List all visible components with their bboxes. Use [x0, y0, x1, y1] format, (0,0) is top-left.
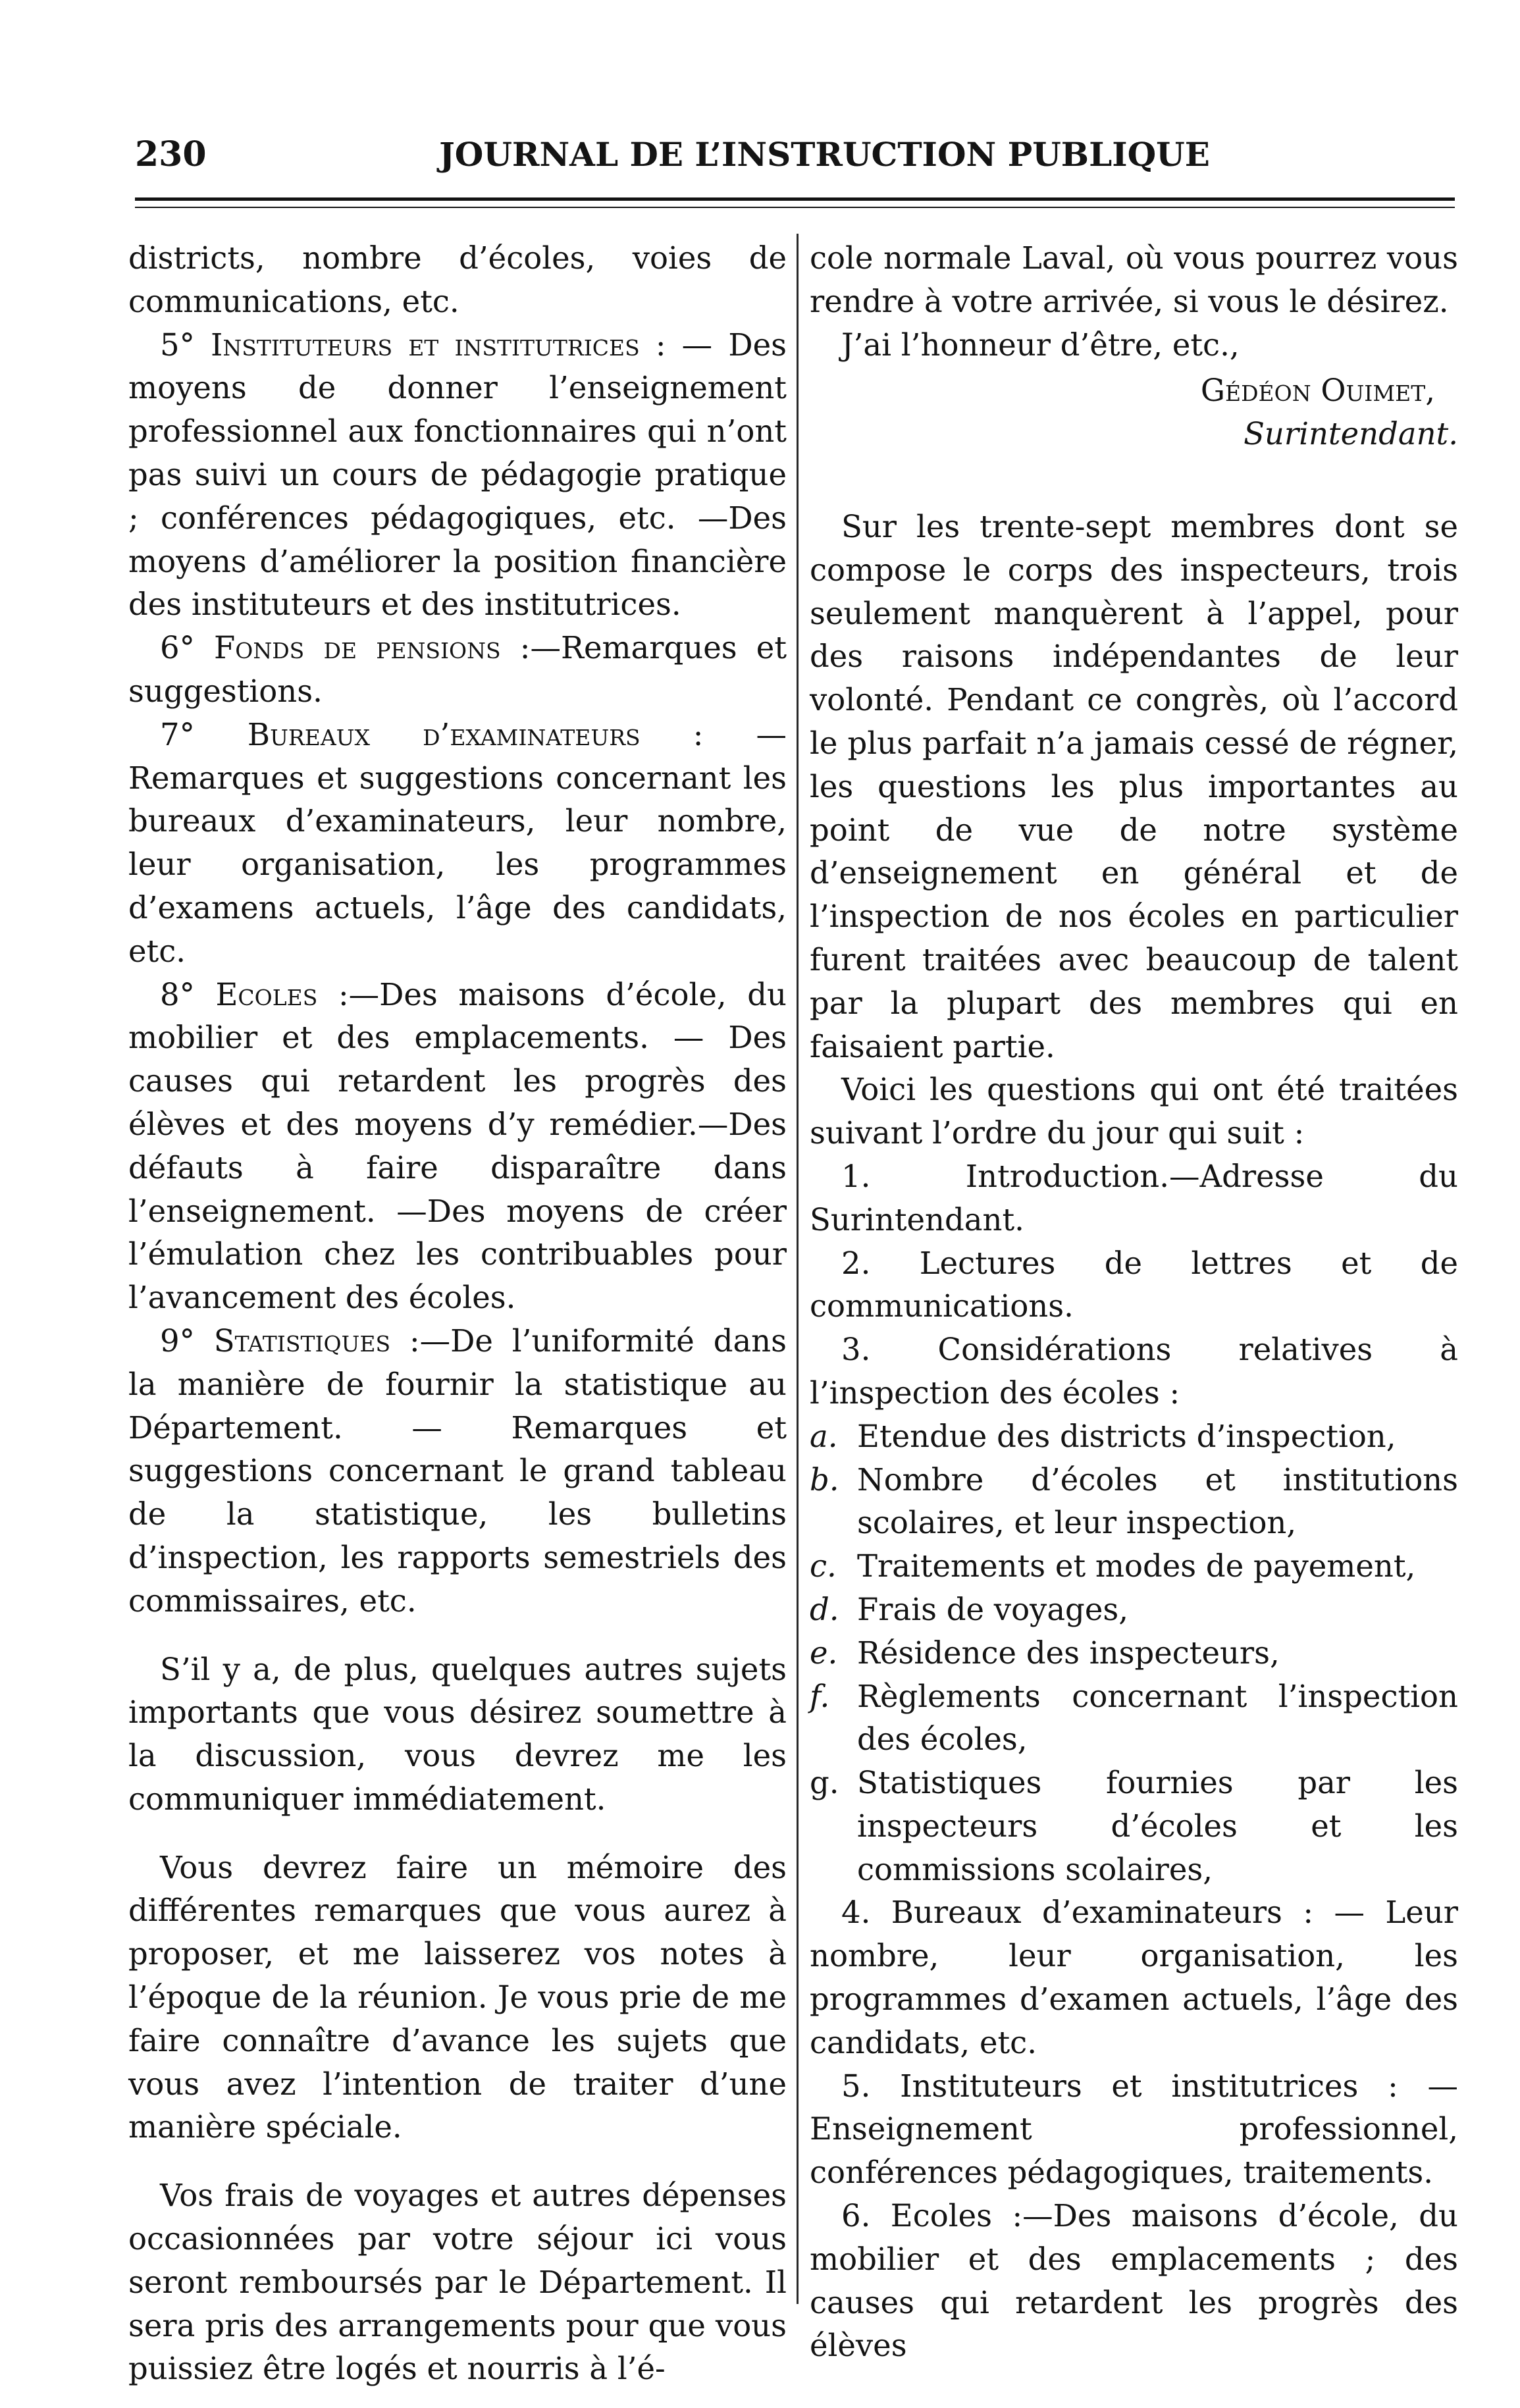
paragraph: [128, 627, 787, 714]
sub-item-text: Frais de voyages,: [857, 1591, 1128, 1627]
section-heading: 7° Bureaux d’examinateurs :: [160, 716, 704, 752]
left-column: [128, 237, 787, 2391]
agenda-item: 5. Instituteurs et institutrices : — Enseignement professionnel, conférences pédagogiques, traitements.: [810, 2068, 1458, 2191]
paragraph: [128, 1320, 787, 1623]
agenda-item: 6. Ecoles :—Des maisons d’école, du mobilier et des emplacements ; des causes qui retardent les progrès des élèves: [810, 2198, 1458, 2364]
section-text: — Des moyens de donner l’enseignement professionnel aux fonctionnaires qui n’ont pas suivi un cours de pédagogie pratique ; conférences pédagogiques, etc. —Des moyens d’améliorer la position financière des instituteurs et des institutrices.: [128, 327, 787, 623]
header-rule-thick: [135, 197, 1455, 201]
sub-item-label: f.: [810, 1678, 830, 1714]
closing-formula: J’ai l’honneur d’être, etc.,: [841, 327, 1240, 363]
sub-item-label: b.: [810, 1461, 839, 1498]
sub-item-label: d.: [810, 1591, 839, 1627]
section-text: —Remarques et suggestions.: [128, 630, 787, 709]
sub-item-text: Résidence des inspecteurs,: [857, 1635, 1280, 1671]
sub-item-text: Règlements concernant l’inspection des écoles,: [857, 1678, 1458, 1758]
page-header: [128, 128, 1442, 181]
signature-name: Gédéon Ouimet,: [1200, 373, 1435, 409]
sub-item-text: Traitements et modes de payement,: [857, 1548, 1416, 1584]
sub-item: [810, 1415, 1458, 1459]
section-text: —Des maisons d’école, du mobilier et des emplacements. — Des causes qui retardent les progrès des élèves et des moyens d’y remédier.—Des défauts à faire disparaître dans l’enseignement. —Des moyens de créer l’émulation chez les contribuables pour l’avancement des écoles.: [128, 976, 787, 1316]
sub-item-label: g.: [810, 1765, 839, 1801]
signature-title: Surintendant.: [1244, 416, 1458, 452]
section-text: — Remarques et suggestions concernant les bureaux d’examinateurs, leur nombre, leur organisation, les programmes d’examens actuels, l’âge des candidats, etc.: [128, 716, 787, 969]
sub-item: [810, 1588, 1458, 1632]
running-title: JOURNAL DE L’INSTRUCTION PUBLIQUE: [439, 135, 1210, 174]
agenda-item: 3. Considérations relatives à l’inspection des écoles :: [810, 1332, 1458, 1411]
sub-item-text: Etendue des districts d’inspection,: [857, 1418, 1396, 1454]
section-text: —De l’uniformité dans la manière de fournir la statistique au Département. — Remarques et suggestions concernant le grand tableau de la statistique, les bulletins d’inspection, les rapports semestriels des commissaires, etc.: [128, 1322, 787, 1619]
sub-item: [810, 1762, 1458, 1891]
paragraph: Voici les questions qui ont été traitées suivant l’ordre du jour qui suit :: [810, 1072, 1458, 1151]
paragraph: S’il y a, de plus, quelques autres sujets importants que vous désirez soumettre à la discussion, vous devrez me les communiquer immédiatement.: [128, 1651, 787, 1817]
agenda-item: 1. Introduction.—Adresse du Surintendant.: [810, 1158, 1458, 1238]
sub-item: [810, 1459, 1458, 1546]
paragraph: [128, 324, 787, 627]
paragraph: cole normale Laval, où vous pourrez vous rendre à votre arrivée, si vous le désirez.: [810, 240, 1458, 319]
paragraph: [128, 714, 787, 974]
section-heading: 8° Ecoles :: [160, 976, 349, 1012]
paragraph: Vos frais de voyages et autres dépenses occasionnées par votre séjour ici vous seront remboursés par le Département. Il sera pris des arrangements pour que vous puissiez être logés et nourris à l’é-: [128, 2178, 787, 2387]
sub-item-text: Nombre d’écoles et institutions scolaires, et leur inspection,: [857, 1461, 1458, 1541]
header-rule-thin: [135, 207, 1455, 208]
section-heading: 9° Statistiques :: [160, 1322, 420, 1359]
page-number: 230: [135, 134, 207, 174]
sub-item-text: Statistiques fournies par les inspecteurs d’écoles et les commissions scolaires,: [857, 1765, 1458, 1887]
sub-item-label: e.: [810, 1635, 838, 1671]
column-divider: [797, 234, 799, 2304]
paragraph: Vous devrez faire un mémoire des différentes remarques que vous aurez à proposer, et me laisserez vos notes à l’époque de la réunion. Je vous prie de me faire connaître d’avance les sujets que vous avez l’intention de traiter d’une manière spéciale.: [128, 1849, 787, 2145]
sub-item: [810, 1632, 1458, 1675]
sub-item: [810, 1675, 1458, 1762]
sub-item: [810, 1545, 1458, 1588]
paragraph: Sur les trente-sept membres dont se compose le corps des inspecteurs, trois seulement manquèrent à l’appel, pour des raisons indépendantes de leur volonté. Pendant ce congrès, où l’accord le plus parfait n’a jamais cessé de régner, les questions les plus importantes au point de vue de notre système d’enseignement en général et de l’inspection de nos écoles en particulier furent traitées avec beaucoup de talent par la plupart des membres qui en faisaient partie.: [810, 508, 1458, 1064]
paragraph: districts, nombre d’écoles, voies de communications, etc.: [128, 240, 787, 319]
paragraph: [128, 974, 787, 1320]
section-heading: 5° Instituteurs et institutrices :: [160, 327, 666, 363]
sub-item-label: a.: [810, 1418, 838, 1454]
right-column: [810, 237, 1458, 2368]
agenda-item: 2. Lectures de lettres et de communications.: [810, 1245, 1458, 1324]
section-heading: 6° Fonds de pensions :: [160, 630, 531, 666]
agenda-item: 4. Bureaux d’examinateurs : — Leur nombre, leur organisation, les programmes d’examen actuels, l’âge des candidats, etc.: [810, 1895, 1458, 2060]
sub-item-label: c.: [810, 1548, 837, 1584]
